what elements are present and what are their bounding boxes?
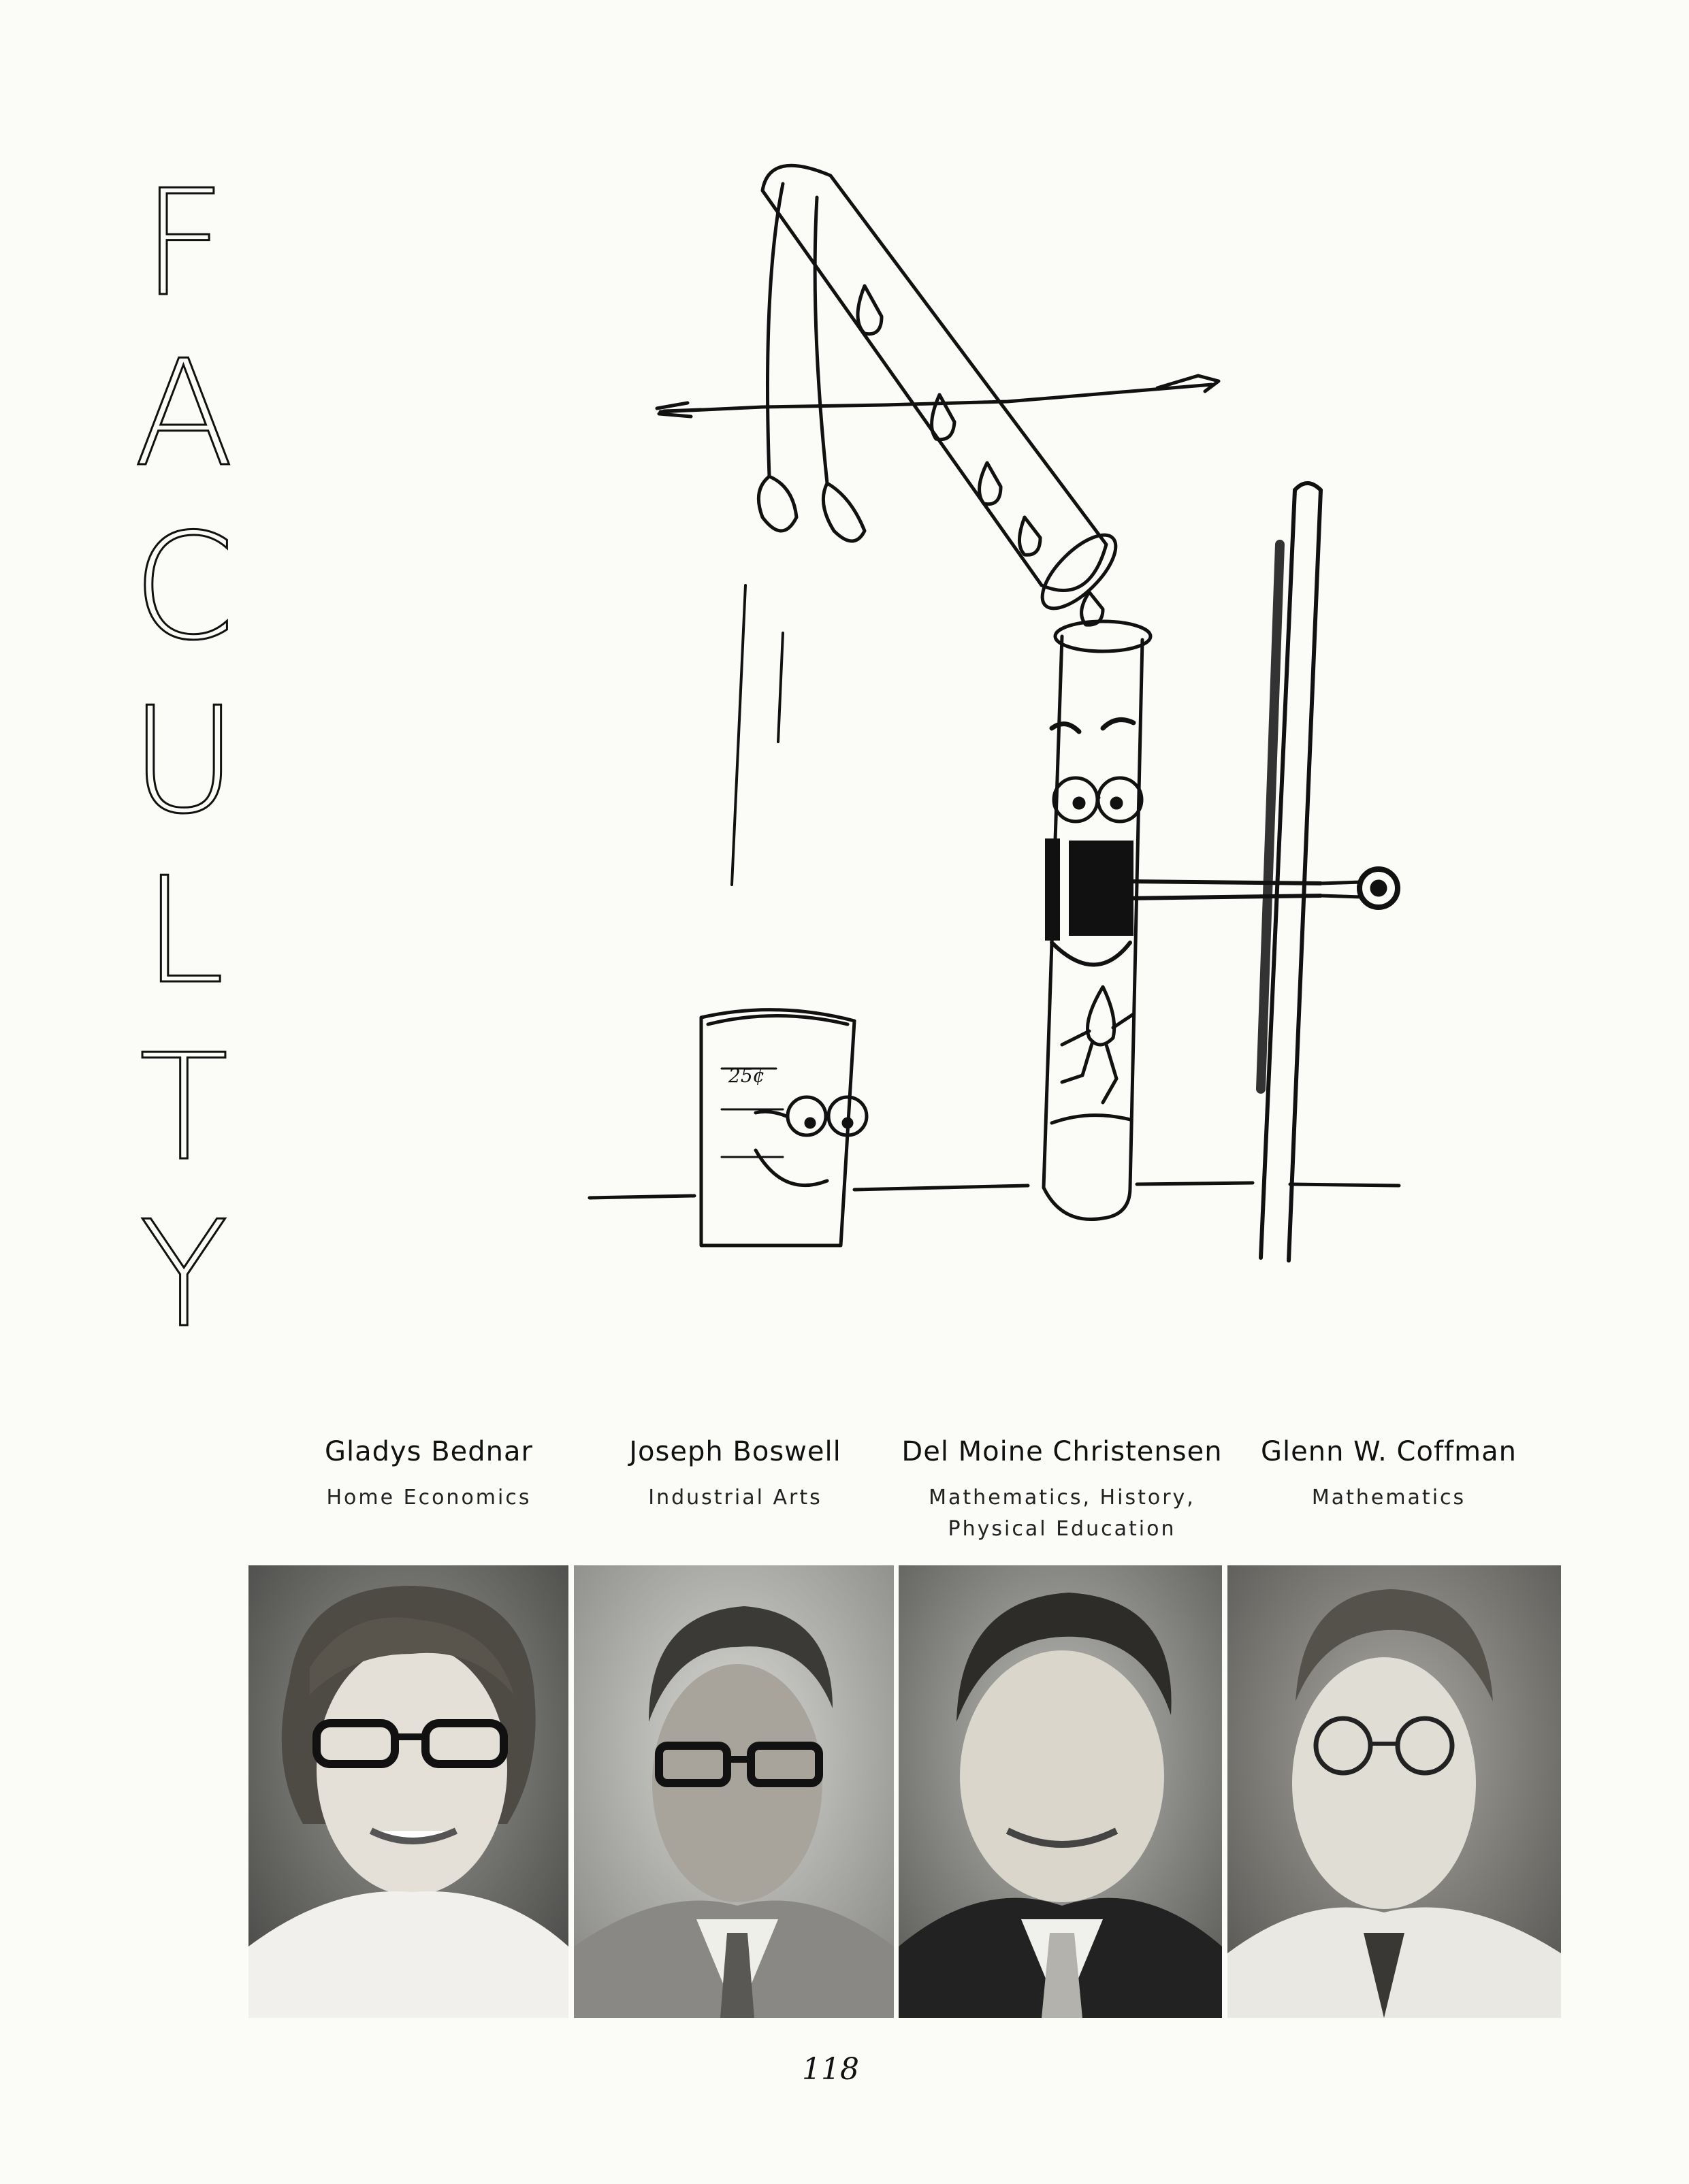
- page-heading: [129, 158, 238, 1360]
- heading-letter: A: [133, 328, 234, 499]
- heading-letter: L: [143, 845, 225, 1016]
- faculty-subject: Mathematics: [1311, 1486, 1466, 1510]
- faculty-caption: [565, 1436, 905, 1514]
- faculty-subject: Industrial Arts: [648, 1486, 822, 1510]
- heading-letter: C: [132, 502, 236, 672]
- heading-letter: U: [130, 675, 238, 846]
- faculty-name: Glenn W. Coffman: [1261, 1436, 1517, 1467]
- beaker-label: 25¢: [728, 1064, 765, 1087]
- page-number: 118: [802, 2052, 859, 2087]
- lab-cartoon-illustration: [579, 163, 1430, 1273]
- faculty-name: Joseph Boswell: [629, 1436, 841, 1467]
- faculty-subject: Home Economics: [326, 1486, 532, 1510]
- faculty-caption: [892, 1436, 1232, 1545]
- clamp-holder: [1069, 841, 1133, 936]
- faculty-name: Gladys Bednar: [325, 1436, 533, 1467]
- faculty-name: Del Moine Christensen: [901, 1436, 1223, 1467]
- heading-letter: Y: [139, 1189, 229, 1360]
- faculty-portrait: [248, 1565, 568, 2018]
- heading-letter: F: [142, 158, 226, 329]
- faculty-caption: [259, 1436, 599, 1514]
- faculty-portrait: [1227, 1565, 1561, 2018]
- faculty-portrait: [899, 1565, 1222, 2018]
- faculty-portrait: [574, 1565, 894, 2018]
- faculty-caption: [1219, 1436, 1559, 1514]
- faculty-subject: Mathematics, History, Physical Education: [929, 1486, 1195, 1541]
- heading-letter: T: [139, 1022, 229, 1193]
